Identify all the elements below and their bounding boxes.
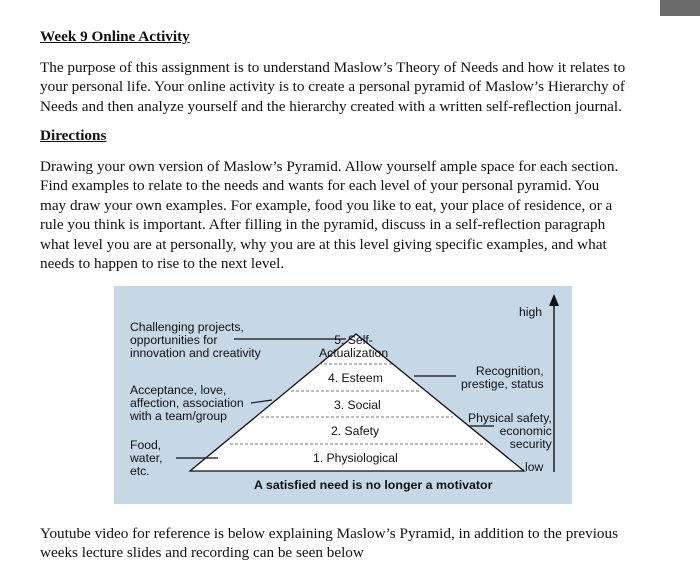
purpose-line: Needs and then analyze yourself and the hierarchy created with a written self-reflection journal. <box>40 97 622 115</box>
figure-caption: A satisfied need is no longer a motivator <box>254 478 493 492</box>
label-line: etc. <box>130 464 150 478</box>
directions-line: what level you are at personally, why you are at this level giving specific examples, and what <box>40 235 607 253</box>
label-line: with a team/group <box>130 409 227 423</box>
label-safety-needs <box>468 412 552 451</box>
high-label: high <box>519 305 543 319</box>
label-line: Physical safety, <box>468 411 552 425</box>
low-label: low <box>525 460 544 474</box>
directions-line: needs to happen to rise to the next level. <box>40 255 285 273</box>
leader-line <box>251 400 272 403</box>
directions-heading: Directions <box>40 127 107 144</box>
arrow-up-icon <box>549 294 559 306</box>
label-line: Acceptance, love, <box>130 383 227 397</box>
label-line: opportunities for <box>130 333 218 347</box>
label-line: water, <box>130 451 163 465</box>
label-food <box>130 439 163 478</box>
label-line: prestige, status <box>461 377 544 391</box>
label-line: 5. Self- <box>334 333 373 347</box>
maslow-pyramid-figure <box>114 286 572 504</box>
directions-line: rule you think is important. After filling in the pyramid, discuss in a self-reflection paragraph <box>40 216 606 234</box>
level-safety: 2. Safety <box>331 424 380 438</box>
level-esteem: 4. Esteem <box>328 371 383 385</box>
label-line: Food, <box>130 438 162 452</box>
label-line: security <box>509 437 552 451</box>
label-line: affection, association <box>130 396 244 410</box>
page-title: Week 9 Online Activity <box>40 28 190 45</box>
label-challenging <box>130 321 261 360</box>
directions-line: Drawing your own version of Maslow’s Pyramid. Allow yourself ample space for each section. <box>40 158 619 175</box>
label-line: innovation and creativity <box>130 346 261 360</box>
footer-line: Youtube video for reference is below explaining Maslow’s Pyramid, in addition to the previous <box>40 525 619 542</box>
directions-paragraph <box>40 157 665 273</box>
level-self-actualization <box>319 334 388 360</box>
label-line: economic <box>499 424 552 438</box>
purpose-line: your personal life. Your online activity is to create a personal pyramid of Maslow’s Hierarchy of <box>40 78 625 96</box>
level-social: 3. Social <box>334 398 381 412</box>
window-corner-tab <box>660 0 700 16</box>
purpose-line: The purpose of this assignment is to understand Maslow’s Theory of Needs and how it relates to <box>40 59 626 76</box>
label-recognition <box>461 365 544 391</box>
footer-line: weeks lecture slides and recording can be seen below <box>40 544 364 562</box>
purpose-paragraph <box>40 58 665 116</box>
directions-line: may draw your own examples. For example, food you like to eat, your place of residence, or a <box>40 196 613 214</box>
directions-line: Find examples to relate to the needs and wants for each level of your personal pyramid. You <box>40 177 600 195</box>
level-physiological: 1. Physiological <box>313 451 398 465</box>
footer-paragraph <box>40 524 665 563</box>
label-line: Actualization <box>319 346 389 360</box>
label-line: Recognition, <box>475 364 544 378</box>
label-acceptance <box>130 384 244 423</box>
label-line: Challenging projects, <box>130 320 244 334</box>
